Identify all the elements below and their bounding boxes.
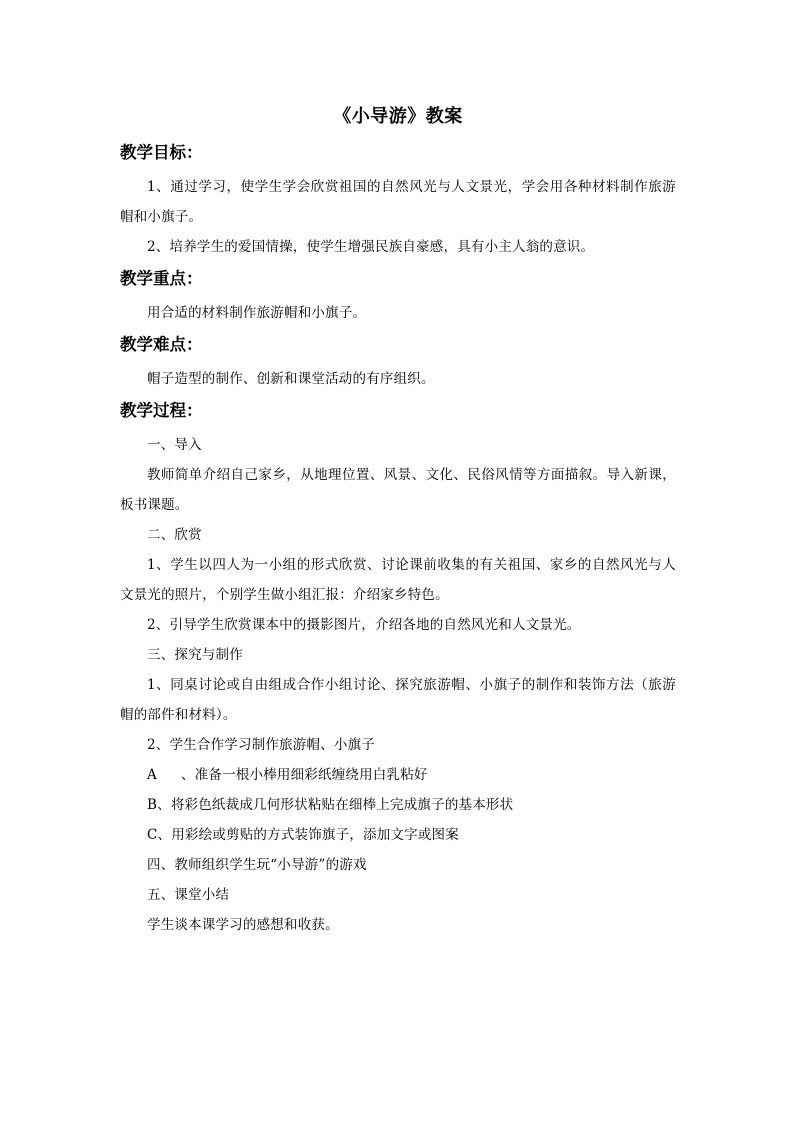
step-a-text: 、准备一根小棒用细彩纸缠绕用白乳粘好 (181, 767, 428, 783)
objective-item-1: 1、通过学习，使学生学会欣赏祖国的自然风光与人文景光，学会用各种材料制作旅游帽和小旗子。 (120, 179, 676, 225)
objectives-heading: 教学目标： (120, 143, 203, 162)
section-2-item-2: 2、引导学生欣赏课本中的摄影图片，介绍各地的自然风光和人文景光。 (147, 617, 581, 633)
section-5-text: 学生谈本课学习的感想和收获。 (147, 917, 339, 933)
section-1-text: 教师简单介绍自己家乡，从地理位置、风景、文化、民俗风情等方面描叙。导入新课，板书课题。 (120, 467, 676, 513)
process-heading: 教学过程： (120, 401, 203, 420)
objective-item-2: 2、培养学生的爱国情操，使学生增强民族自豪感，具有小主人翁的意识。 (147, 239, 595, 255)
section-3-step-b: B、将彩色纸裁成几何形状粘贴在细棒上完成旗子的基本形状 (147, 797, 514, 813)
section-3-step-a (120, 760, 676, 790)
difficulties-text: 帽子造型的制作、创新和课堂活动的有序组织。 (147, 371, 435, 387)
difficulties-heading: 教学难点： (120, 335, 203, 354)
section-4-title: 四、教师组织学生玩“小导游”的游戏 (147, 857, 367, 873)
section-1-title: 一、导入 (147, 437, 202, 453)
step-a-letter: A (147, 767, 157, 783)
lesson-plan (120, 102, 676, 940)
section-3-title: 三、探究与制作 (147, 647, 243, 663)
key-points-heading: 教学重点： (120, 269, 203, 288)
section-5-title: 五、课堂小结 (147, 887, 230, 903)
section-2-title: 二、欣赏 (147, 527, 202, 543)
section-3-item-2: 2、学生合作学习制作旅游帽、小旗子 (147, 737, 375, 753)
key-points-text: 用合适的材料制作旅游帽和小旗子。 (147, 305, 367, 321)
section-3-item-1: 1、同桌讨论或自由组成合作小组讨论、探究旅游帽、小旗子的制作和装饰方法（旅游帽的部件和材料）。 (120, 677, 676, 723)
section-2-item-1: 1、学生以四人为一小组的形式欣赏、讨论课前收集的有关祖国、家乡的自然风光与人文景光的照片，个别学生做小组汇报：介绍家乡特色。 (120, 557, 676, 603)
section-3-step-c: C、用彩绘或剪贴的方式装饰旗子，添加文字或图案 (147, 827, 459, 843)
page-title: 《小导游》教案 (333, 106, 463, 127)
